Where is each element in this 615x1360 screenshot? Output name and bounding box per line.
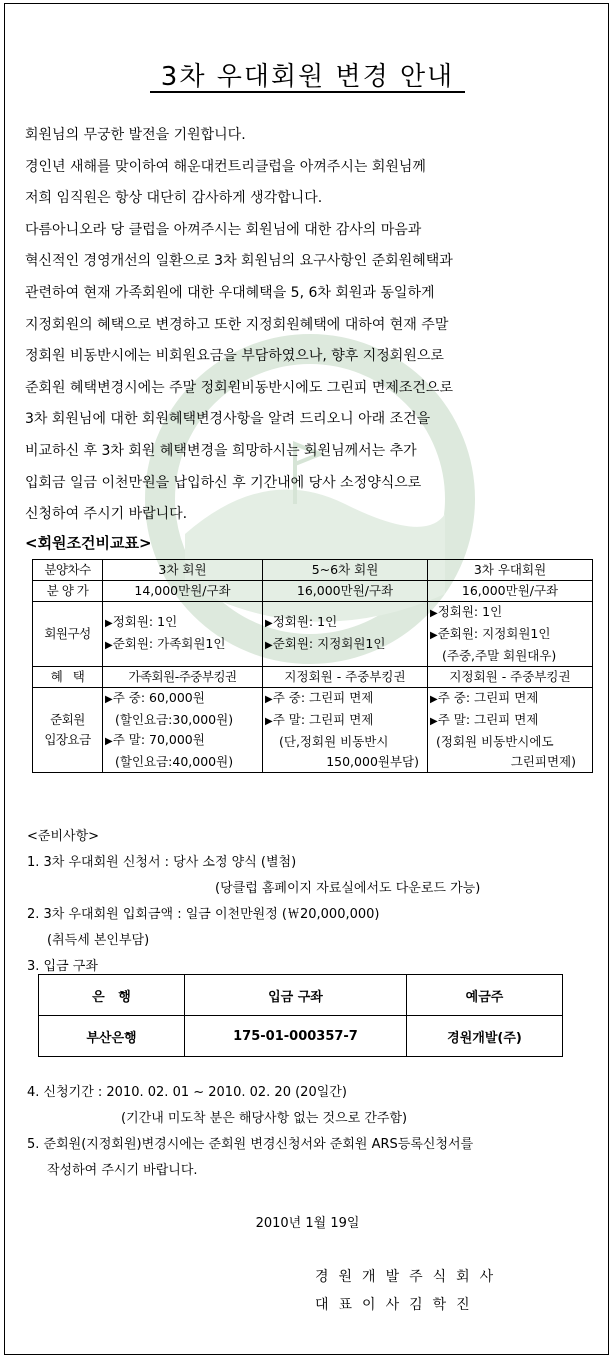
intro-line: 관련하여 현재 가족회원에 대한 우대혜택을 5, 6차 회원과 동일하게 [25,284,435,301]
fee-line [430,688,590,710]
col-header-3rd-premium: 3차 우대회원 [428,560,593,581]
prep-item-3: 3. 입금 구좌 [27,959,98,974]
triangle-bullet-icon: ▶ [105,736,113,747]
fee-cell [263,688,428,773]
fee-text: 주 말: 그린피 면제 [437,712,539,727]
intro-line: 혁신적인 경영개선의 일환으로 3차 회원님의 요구사항인 준회원혜택과 [25,253,453,270]
row-label-price: 분 양 가 [33,581,103,602]
prep-heading: <준비사항> [27,829,100,844]
fee-note: (할인요금:30,000원) [115,712,234,727]
fee-line [265,710,425,732]
benefit-cell: 지정회원 - 주중부킹권 [428,667,593,688]
fee-text: 주 중: 그린피 면제 [437,690,539,705]
fee-note: (단,정회원 비동반시 [279,734,389,749]
account-holder: 경원개발(주) [407,1016,563,1057]
fee-text: 주 중: 60,000원 [112,690,205,705]
composition-line [430,624,590,646]
triangle-bullet-icon: ▶ [105,640,113,651]
prep-item-5-note: 작성하여 주시기 바랍니다. [47,1163,198,1178]
row-label-benefit: 혜 택 [33,667,103,688]
document-date: 2010년 1월 19일 [255,1216,360,1231]
account-header-holder: 예금주 [407,975,563,1016]
row-label-fee [33,688,103,773]
fee-line [105,730,260,752]
fee-cell [428,688,593,773]
intro-line: 저희 임직원은 항상 대단히 감사하게 생각합니다. [25,190,323,207]
prep-item-4: 4. 신청기간 : 2010. 02. 01 ~ 2010. 02. 20 (20일간) [27,1085,347,1100]
fee-label-line: 준회원 [50,712,85,727]
account-bank: 부산은행 [39,1016,185,1057]
triangle-bullet-icon: ▶ [430,608,438,619]
triangle-bullet-icon: ▶ [105,618,113,629]
prep-item-5: 5. 준회원(지정회원)변경시에는 준회원 변경신청서와 준회원 ARS등록신청서를 [27,1137,474,1152]
triangle-bullet-icon: ▶ [430,694,438,705]
row-label-composition: 회원구성 [33,602,103,667]
triangle-bullet-icon: ▶ [105,694,113,705]
fee-text: 주 중: 그린피 면제 [272,690,374,705]
composition-text: 정회원: 1인 [437,604,503,619]
triangle-bullet-icon: ▶ [265,716,273,727]
composition-note: (주중,주말 회원대우) [442,648,557,663]
fee-line [430,710,590,732]
intro-line: 정회원 비동반시에는 비회원요금을 부담하였으나, 향후 지정회원으로 [25,348,444,365]
table-row [33,667,593,688]
fee-line [105,688,260,710]
prep-item-2-note: (취득세 본인부담) [47,933,150,948]
table-row [39,1016,563,1057]
prep-item-4-note: (기간내 미도착 분은 해당사항 없는 것으로 간주함) [121,1111,408,1126]
composition-text: 준회원: 가족회원1인 [112,636,226,651]
intro-line: 회원님의 무궁한 발전을 기원합니다. [25,127,246,143]
table-row [33,560,593,581]
comparison-heading: <회원조건비교표> [25,534,152,552]
signature-company: 경원개발주식회사 [315,1269,504,1285]
intro-line: 지정회원의 혜택으로 변경하고 또한 지정회원혜택에 대하여 현재 주말 [25,316,449,333]
fee-line [265,688,425,710]
table-row [33,602,593,667]
fee-label-line: 입장요금 [44,732,91,747]
price-cell: 16,000만원/구좌 [428,581,593,602]
prep-item-2: 2. 3차 우대회원 입회금액 : 일금 이천만원정 (￦20,000,000) [27,907,380,922]
composition-cell [428,602,593,667]
intro-line: 비교하신 후 3차 회원 혜택변경을 희망하시는 회원님께서는 추가 [25,442,417,459]
benefit-cell: 지정회원 - 주중부킹권 [263,667,428,688]
account-header-bank: 은 행 [39,975,185,1016]
composition-line [265,634,425,656]
composition-text: 준회원: 지정회원1인 [437,626,551,641]
table-row [39,975,563,1016]
fee-cell [103,688,263,773]
triangle-bullet-icon: ▶ [265,694,273,705]
prep-item-1-note: (당클럽 홈페이지 자료실에서도 다운로드 가능) [215,881,481,896]
composition-text: 정회원: 1인 [112,614,178,629]
triangle-bullet-icon: ▶ [430,716,438,727]
comparison-table [32,559,593,773]
composition-cell [263,602,428,667]
fee-text: 주 말: 그린피 면제 [272,712,374,727]
col-header-5-6th: 5~6차 회원 [263,560,428,581]
signature-ceo: 대표이사김학진 [315,1297,480,1313]
prep-item-1: 1. 3차 우대회원 신청서 : 당사 소정 양식 (별첨) [27,855,297,870]
preparation-section [27,824,607,980]
account-header-number: 입금 구좌 [185,975,407,1016]
page-title: 3차 우대회원 변경 안내 [160,62,455,92]
price-cell: 14,000만원/구좌 [103,581,263,602]
fee-text: 주 말: 70,000원 [112,732,205,747]
fee-note: 150,000원부담) [326,754,419,769]
account-table [38,974,563,1057]
intro-line: 준회원 혜택변경시에는 주말 정회원비동반시에도 그린피 면제조건으로 [25,379,453,396]
document-frame [4,3,609,1355]
account-number: 175-01-000357-7 [185,1016,407,1057]
title-underline [150,91,465,93]
price-cell: 16,000만원/구좌 [263,581,428,602]
composition-line [105,634,260,656]
table-row [33,581,593,602]
fee-note: (할인요금:40,000원) [115,754,234,769]
triangle-bullet-icon: ▶ [430,630,438,641]
composition-text: 준회원: 지정회원1인 [272,636,386,651]
intro-line: 다름아니오라 당 클럽을 아껴주시는 회원님에 대한 감사의 마음과 [25,221,422,238]
application-section [27,1080,607,1184]
composition-line [105,612,260,634]
composition-line [265,612,425,634]
composition-cell [103,602,263,667]
row-label-series: 분양차수 [33,560,103,581]
triangle-bullet-icon: ▶ [265,618,273,629]
composition-line [430,602,590,624]
fee-note: (정회원 비동반시에도 [436,734,554,749]
intro-line: 입회금 일금 이천만원을 납입하신 후 기간내에 당사 소정양식으로 [25,474,422,491]
benefit-cell: 가족회원-주중부킹권 [103,667,263,688]
intro-line: 3차 회원님에 대한 회원혜택변경사항을 알려 드리오니 아래 조건을 [25,411,431,428]
table-row [33,688,593,773]
col-header-3rd: 3차 회원 [103,560,263,581]
intro-paragraph [25,120,595,531]
intro-line: 신청하여 주시기 바랍니다. [25,506,188,523]
triangle-bullet-icon: ▶ [265,640,273,651]
intro-line: 경인년 새해를 맞이하여 해운대컨트리클럽을 아껴주시는 회원님께 [25,158,426,175]
composition-text: 정회원: 1인 [272,614,338,629]
fee-note: 그린피면제) [510,754,576,769]
